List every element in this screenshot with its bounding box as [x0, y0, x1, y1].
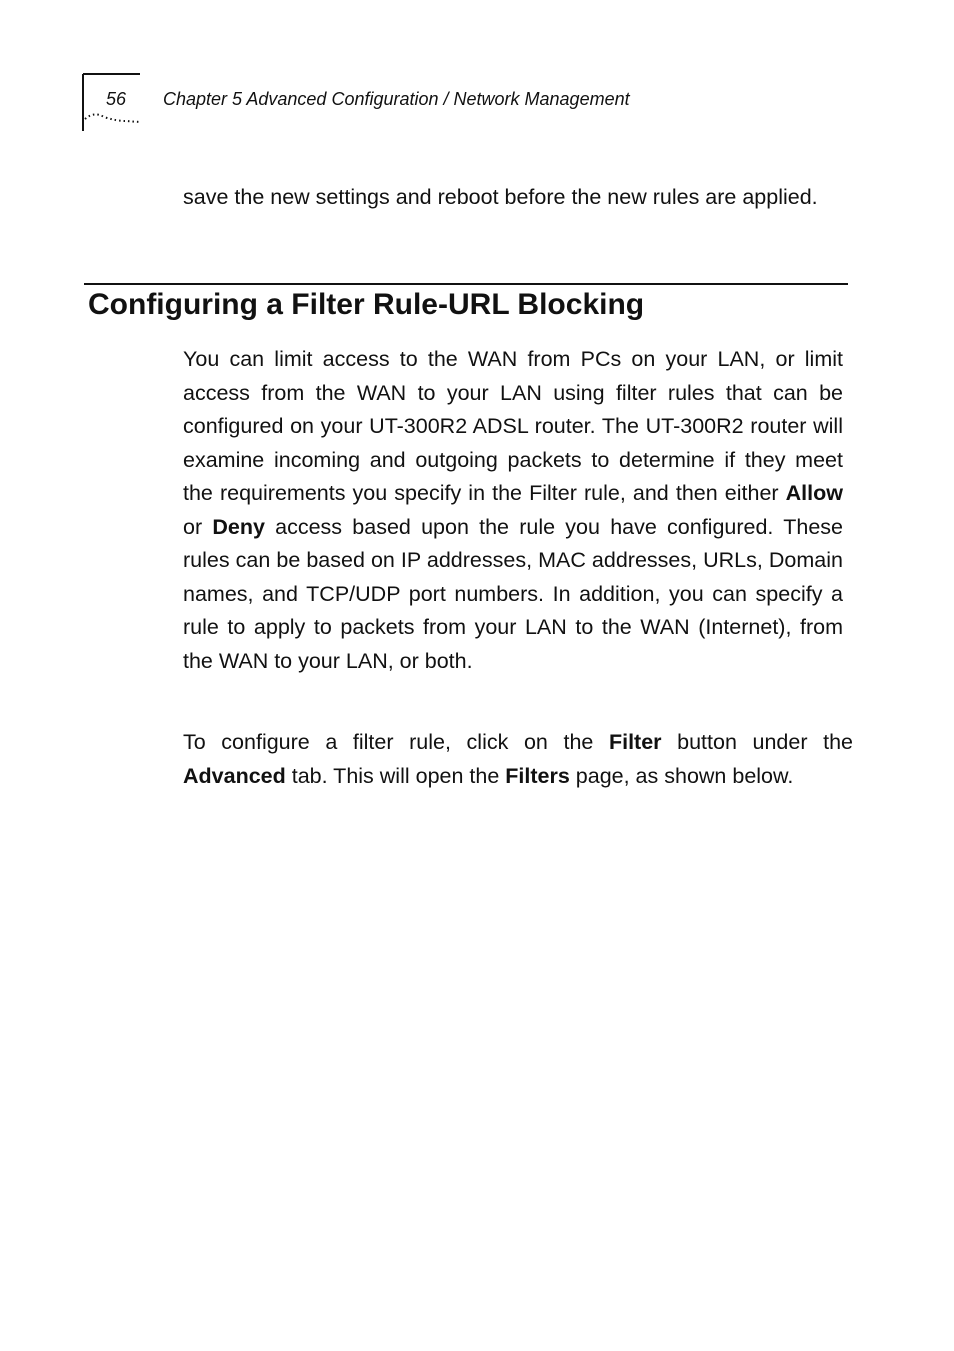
howto-text-3: tab. This will open the — [285, 763, 506, 788]
running-header: Chapter 5 Advanced Configuration / Network Management — [163, 89, 630, 109]
intro-paragraph — [183, 343, 843, 678]
howto-text-1: To configure a filter rule, click on the — [183, 730, 609, 754]
deny-term: Deny — [212, 514, 265, 539]
filters-page-term: Filters — [505, 763, 570, 788]
filter-button-term: Filter — [608, 730, 662, 754]
howto-text-4: page, as shown below. — [569, 763, 794, 788]
intro-text-1: You can limit access to the WAN from PCs on your LAN, or limit access from the WAN to your LAN using filter rules that can be configured on your UT-300R2 ADSL router. The UT-300R2 router will examine incoming and outgoing packets to determine if they meet the requirements you specify in the Filter rule, and then either — [183, 347, 843, 505]
continued-paragraph: save the new settings and reboot before the new rules are applied. — [183, 185, 818, 209]
allow-term: Allow — [785, 481, 843, 505]
advanced-tab-term: Advanced — [183, 763, 286, 788]
howto-text-2: button under the — [661, 730, 853, 754]
intro-text-or: or — [183, 514, 213, 539]
section-heading: Configuring a Filter Rule-URL Blocking — [88, 288, 645, 321]
page-number: 56 — [106, 89, 127, 109]
howto-paragraph — [183, 726, 853, 793]
intro-text-2: access based upon the rule you have configured. These rules can be based on IP addresses, MAC addresses, URLs, Domain names, and TCP/UDP port numbers. In addition, you can specify a rule to apply to packets from your LAN to the WAN (Internet), from the WAN to your LAN, or both. — [183, 514, 843, 673]
